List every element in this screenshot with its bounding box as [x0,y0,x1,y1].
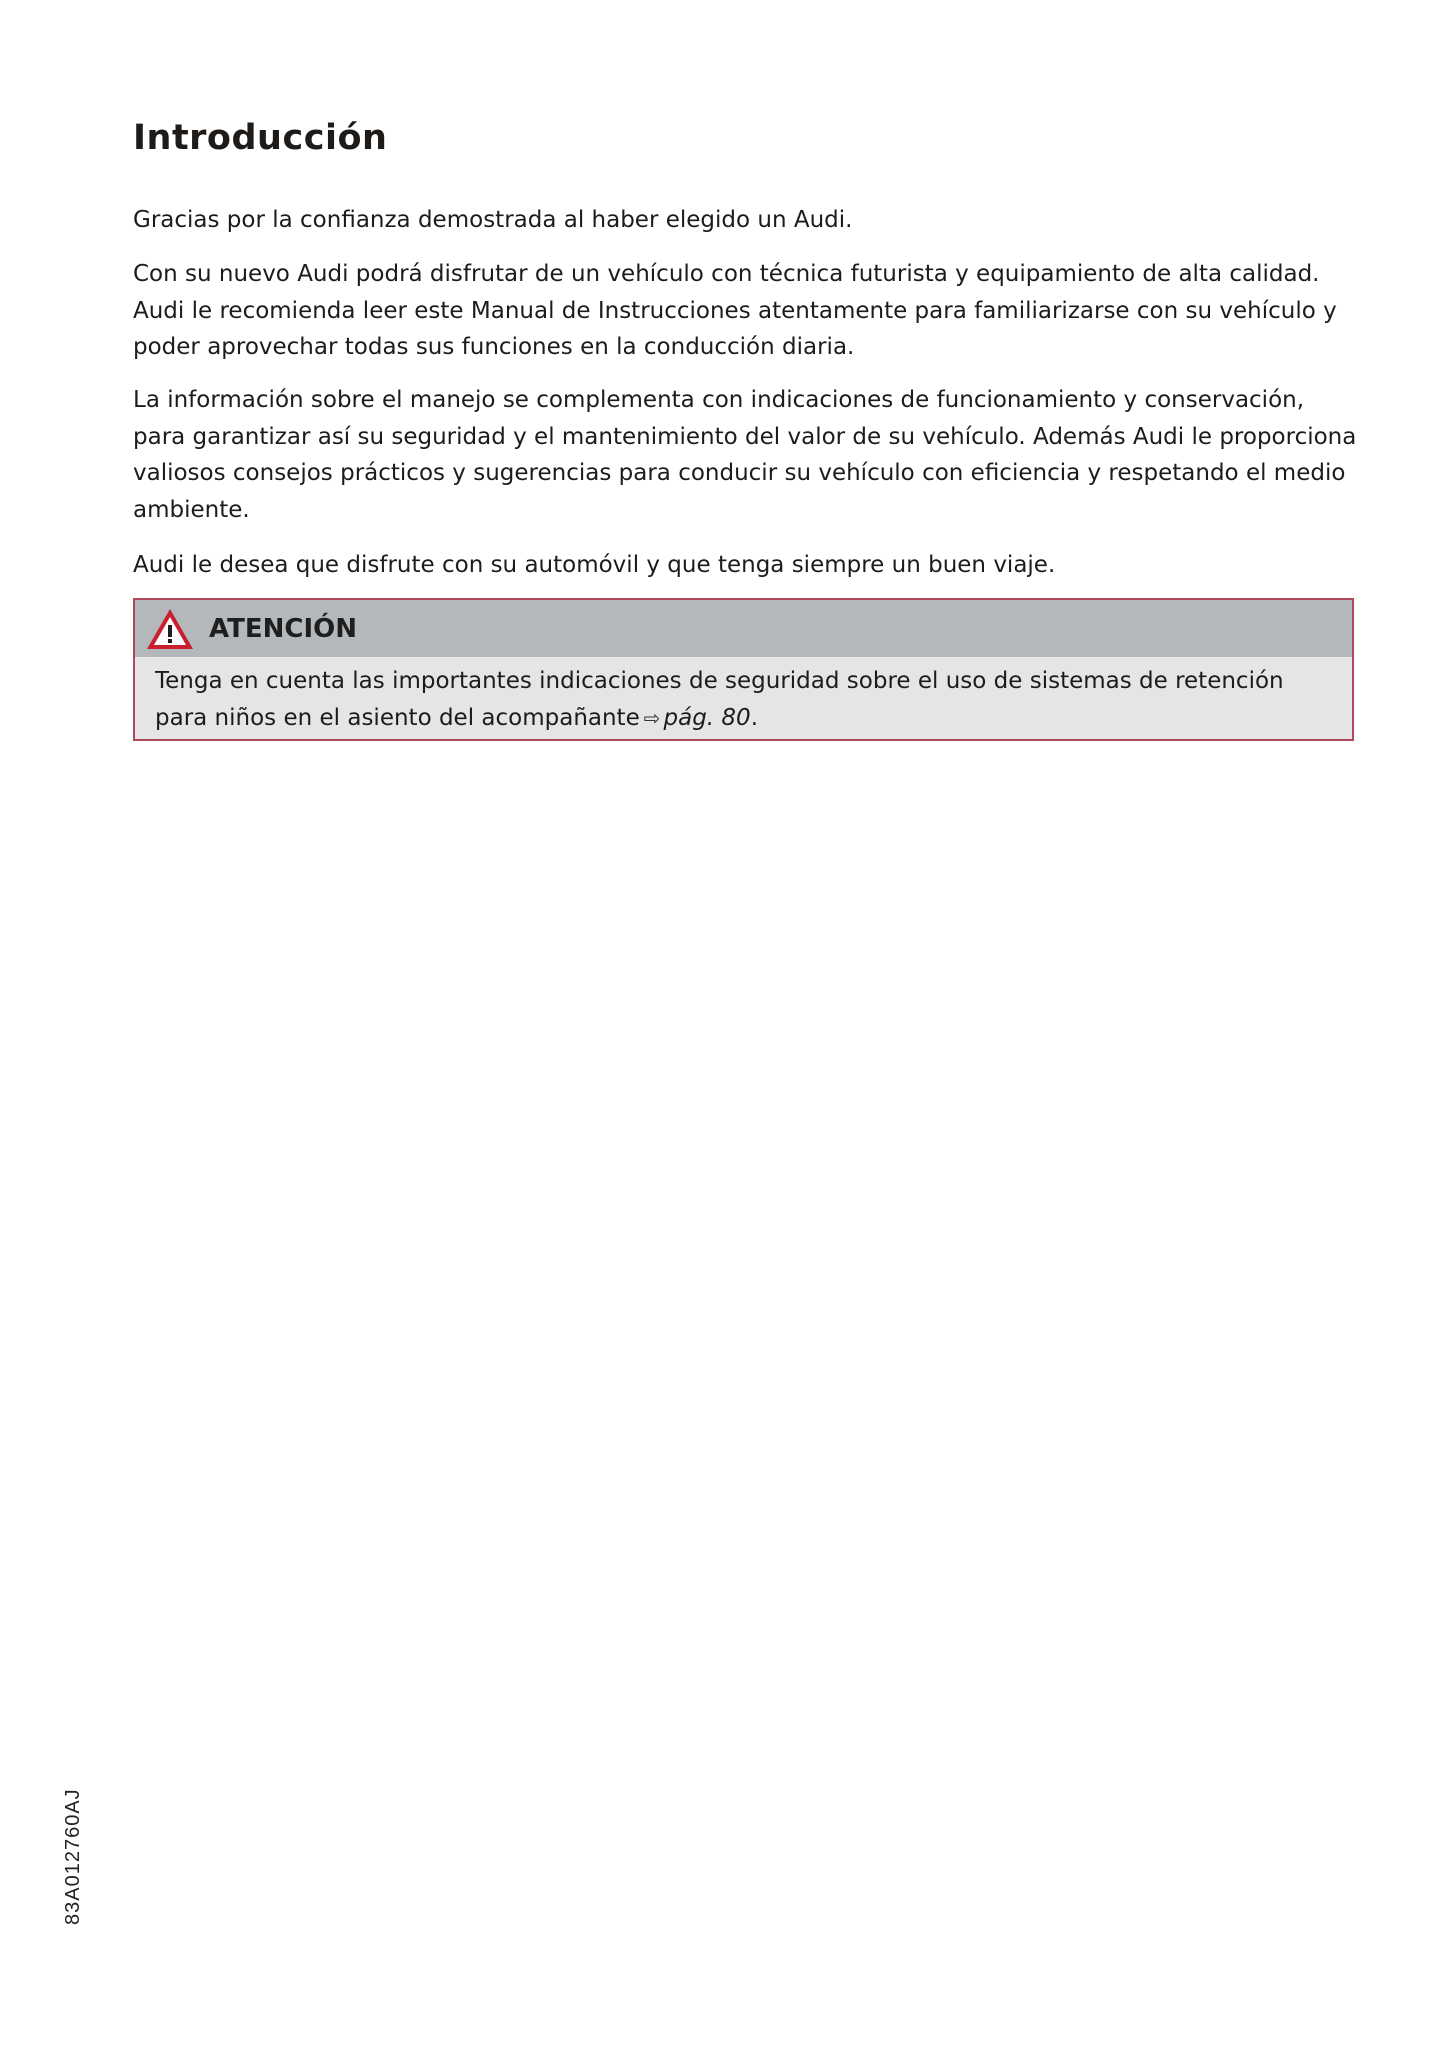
warning-triangle-icon [145,607,195,651]
warning-header [135,600,1352,657]
warning-text: Tenga en cuenta las importantes indicaciones de seguridad sobre el uso de sistemas de retención para niños en el asiento del acompañante [155,668,1284,731]
intro-paragraph-3: La información sobre el manejo se complementa con indicaciones de funcionamiento y conservación, para garantizar así su seguridad y el mantenimiento del valor de su vehículo. Además Audi le proporciona valiosos consejos prácticos y sugerencias para conducir su vehículo con eficiencia y respetando el medio ambiente. [133,387,1357,523]
warning-box [133,598,1354,741]
document-code: 83A012760AJ [62,1788,84,1925]
reference-arrow-icon: ⇨ [643,705,661,730]
warning-text-suffix: . [750,704,758,731]
page-reference-link[interactable]: pág. 80 [663,704,751,731]
intro-paragraph-4: Audi le desea que disfrute con su automóvil y que tenga siempre un buen viaje. [133,552,1056,578]
page-title: Introducción [133,118,388,158]
warning-body [135,657,1352,736]
warning-title: ATENCIÓN [209,613,357,644]
intro-paragraph-2: Con su nuevo Audi podrá disfrutar de un vehículo con técnica futurista y equipamiento de alta calidad. Audi le recomienda leer este Manual de Instrucciones atentamente para familiarizarse con su vehículo y poder aprovechar todas sus funciones en la conducción diaria. [133,261,1337,360]
intro-paragraph-1: Gracias por la confianza demostrada al haber elegido un Audi. [133,207,853,233]
